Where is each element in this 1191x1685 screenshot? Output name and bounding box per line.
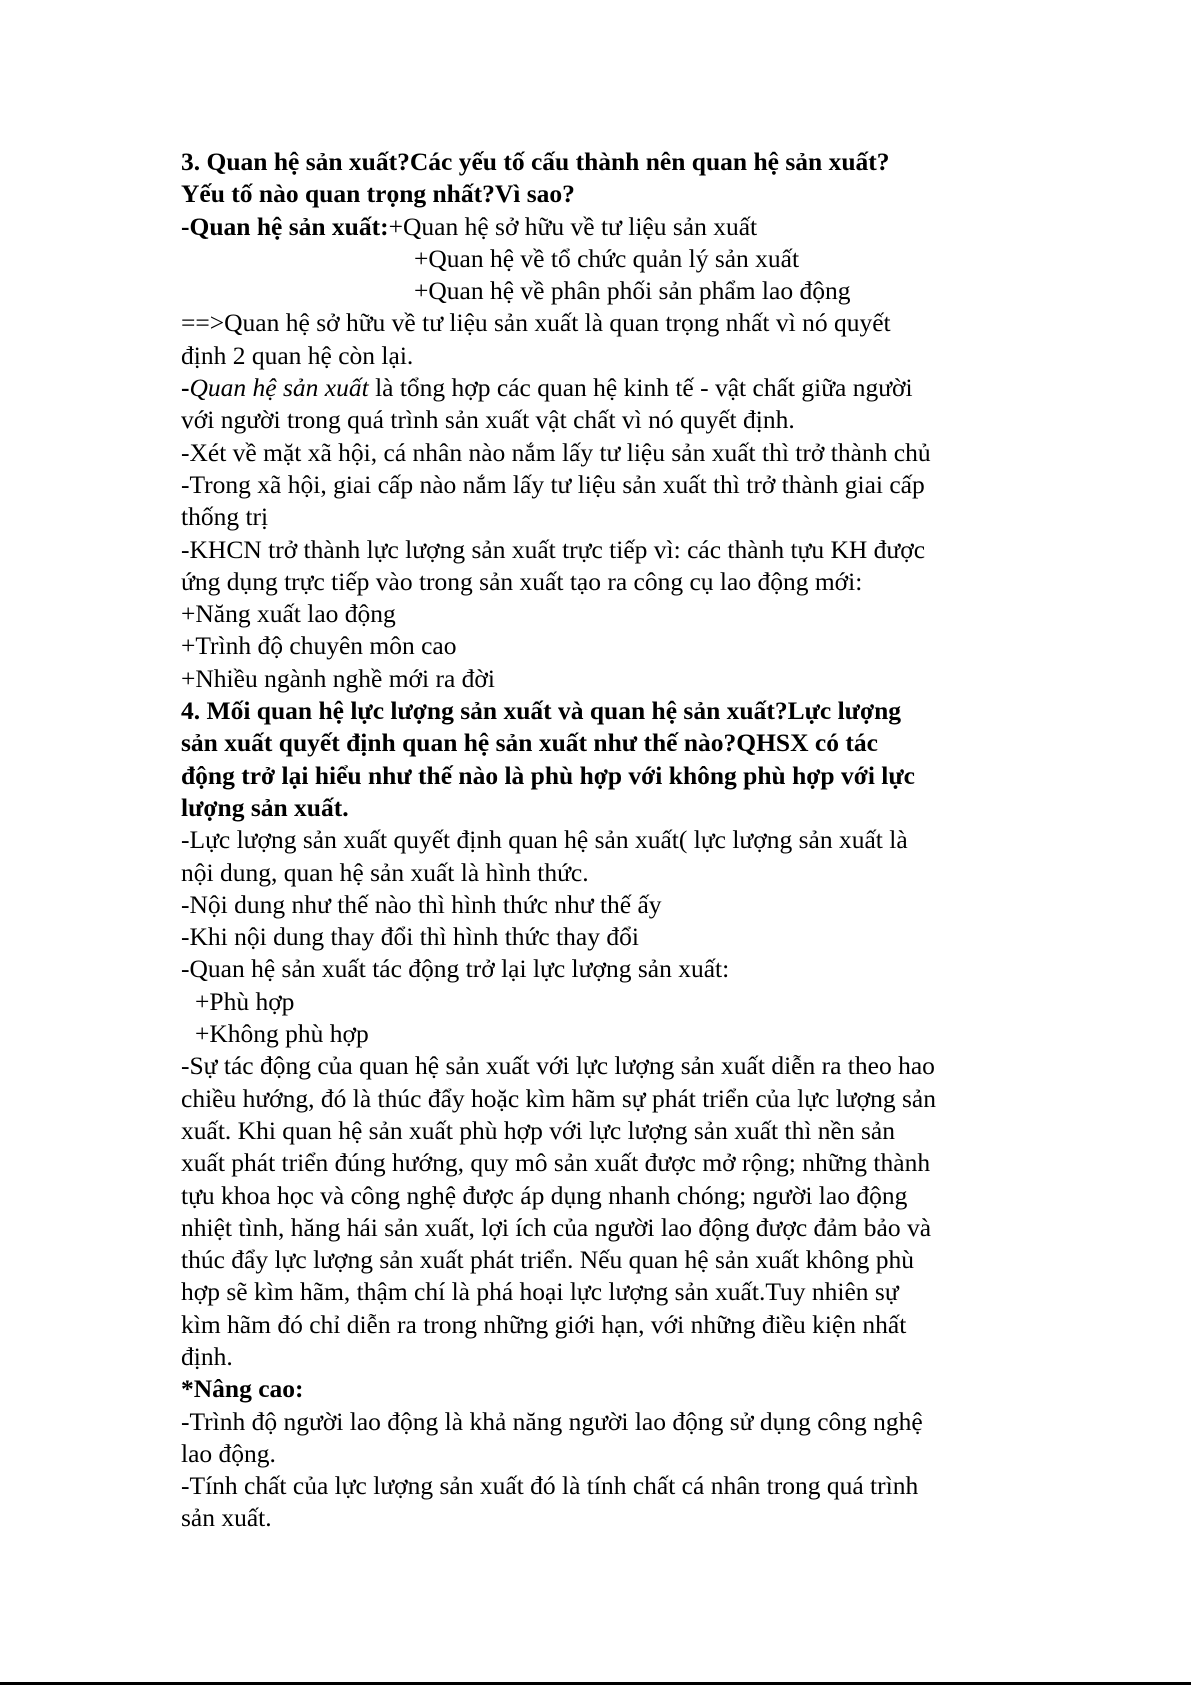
text-line bbox=[181, 1083, 1071, 1115]
body-text: -Xét về mặt xã hội, cá nhân nào nắm lấy tư liệu sản xuất thì trở thành chủ bbox=[181, 437, 931, 467]
body-text: +Quan hệ về tổ chức quản lý sản xuất bbox=[414, 243, 800, 273]
body-text: tựu khoa học và công nghệ được áp dụng nhanh chóng; người lao động bbox=[181, 1180, 908, 1210]
body-text: +Nhiều ngành nghề mới ra đời bbox=[181, 663, 495, 693]
text-line bbox=[181, 1502, 1071, 1534]
text-line bbox=[181, 986, 1071, 1018]
text-line bbox=[181, 921, 1071, 953]
text-line bbox=[181, 1438, 1071, 1470]
text-line bbox=[181, 243, 1071, 275]
text-line bbox=[181, 1341, 1071, 1373]
text-line bbox=[181, 146, 1071, 178]
body-text: kìm hãm đó chỉ diễn ra trong những giới hạn, với những điều kiện nhất bbox=[181, 1309, 907, 1339]
body-text: -KHCN trở thành lực lượng sản xuất trực tiếp vì: các thành tựu KH được bbox=[181, 534, 926, 564]
body-text: lao động. bbox=[181, 1438, 276, 1468]
bold-text: - bbox=[181, 373, 190, 403]
text-line bbox=[181, 792, 1071, 824]
body-text: chiều hướng, đó là thúc đẩy hoặc kìm hãm sự phát triển của lực lượng sản bbox=[181, 1083, 936, 1113]
body-text: +Trình độ chuyên môn cao bbox=[181, 631, 457, 661]
text-line bbox=[181, 211, 1071, 243]
text-line bbox=[181, 1406, 1071, 1438]
body-text: sản xuất. bbox=[181, 1503, 272, 1533]
text-line bbox=[181, 437, 1071, 469]
bold-text: Yếu tố nào quan trọng nhất?Vì sao? bbox=[181, 179, 575, 209]
bold-text: -Quan hệ sản xuất: bbox=[181, 211, 389, 241]
text-line bbox=[181, 1050, 1071, 1082]
body-text: nội dung, quan hệ sản xuất là hình thức. bbox=[181, 857, 589, 887]
text-line bbox=[181, 727, 1071, 759]
text-line bbox=[181, 1018, 1071, 1050]
text-line bbox=[181, 372, 1071, 404]
body-text: +Quan hệ sở hữu về tư liệu sản xuất bbox=[388, 211, 758, 241]
text-line bbox=[181, 663, 1071, 695]
text-line bbox=[181, 469, 1071, 501]
document-page bbox=[181, 146, 1071, 1535]
text-line bbox=[181, 404, 1071, 436]
text-line bbox=[181, 307, 1071, 339]
text-line bbox=[181, 1373, 1071, 1405]
text-line bbox=[181, 1309, 1071, 1341]
body-text: -Trong xã hội, giai cấp nào nắm lấy tư liệu sản xuất thì trở thành giai cấp bbox=[181, 469, 925, 499]
text-line bbox=[181, 1470, 1071, 1502]
body-text: định 2 quan hệ còn lại. bbox=[181, 340, 414, 370]
body-text: thúc đẩy lực lượng sản xuất phát triển. Nếu quan hệ sản xuất không phù bbox=[181, 1245, 915, 1275]
text-line bbox=[181, 760, 1071, 792]
bold-text: sản xuất quyết định quan hệ sản xuất như thế nào?QHSX có tác bbox=[181, 728, 878, 758]
bold-text: 3. Quan hệ sản xuất?Các yếu tố cấu thành nên quan hệ sản xuất? bbox=[181, 147, 890, 176]
body-text: -Quan hệ sản xuất tác động trở lại lực lượng sản xuất: bbox=[181, 954, 730, 984]
bold-text: *Nâng cao: bbox=[181, 1374, 304, 1404]
body-text: +Phù hợp bbox=[195, 986, 295, 1016]
text-line bbox=[181, 630, 1071, 662]
body-text: nhiệt tình, hăng hái sản xuất, lợi ích của người lao động được đảm bảo và bbox=[181, 1212, 932, 1242]
body-text: -Nội dung như thế nào thì hình thức như thế ấy bbox=[181, 889, 662, 919]
bold-text: 4. Mối quan hệ lực lượng sản xuất và quan hệ sản xuất?Lực lượng bbox=[181, 696, 902, 726]
body-text: -Sự tác động của quan hệ sản xuất với lực lượng sản xuất diễn ra theo hao bbox=[181, 1051, 935, 1081]
text-line bbox=[181, 340, 1071, 372]
text-line bbox=[181, 534, 1071, 566]
text-line bbox=[181, 1244, 1071, 1276]
text-line bbox=[181, 1180, 1071, 1212]
body-text: hợp sẽ kìm hãm, thậm chí là phá hoại lực lượng sản xuất.Tuy nhiên sự bbox=[181, 1277, 899, 1307]
body-text: định. bbox=[181, 1341, 233, 1371]
body-text: thống trị bbox=[181, 502, 269, 532]
text-line bbox=[181, 1115, 1071, 1147]
text-line bbox=[181, 953, 1071, 985]
text-line bbox=[181, 501, 1071, 533]
body-text: +Quan hệ về phân phối sản phẩm lao động bbox=[414, 276, 851, 306]
bold-text: động trở lại hiểu như thế nào là phù hợp với không phù hợp với lực bbox=[181, 760, 915, 790]
text-line bbox=[181, 695, 1071, 727]
body-text: ==>Quan hệ sở hữu về tư liệu sản xuất là quan trọng nhất vì nó quyết bbox=[181, 308, 891, 338]
body-text: ứng dụng trực tiếp vào trong sản xuất tạo ra công cụ lao động mới: bbox=[181, 566, 863, 596]
body-text: -Trình độ người lao động là khả năng người lao động sử dụng công nghệ bbox=[181, 1406, 923, 1436]
text-line bbox=[181, 275, 1071, 307]
text-line bbox=[181, 889, 1071, 921]
body-text: xuất. Khi quan hệ sản xuất phù hợp với lực lượng sản xuất thì nền sản bbox=[181, 1115, 895, 1145]
text-line bbox=[181, 824, 1071, 856]
body-text: +Không phù hợp bbox=[195, 1019, 369, 1049]
text-line bbox=[181, 1212, 1071, 1244]
body-text: -Tính chất của lực lượng sản xuất đó là tính chất cá nhân trong quá trình bbox=[181, 1471, 919, 1501]
text-line bbox=[181, 1276, 1071, 1308]
bold-text: lượng sản xuất. bbox=[181, 792, 349, 822]
body-text: -Khi nội dung thay đổi thì hình thức thay đổi bbox=[181, 922, 639, 952]
body-text: -Lực lượng sản xuất quyết định quan hệ sản xuất( lực lượng sản xuất là bbox=[181, 825, 908, 855]
body-text: xuất phát triển đúng hướng, quy mô sản xuất được mở rộng; những thành bbox=[181, 1148, 931, 1178]
text-line bbox=[181, 598, 1071, 630]
body-text: +Năng xuất lao động bbox=[181, 599, 396, 629]
text-line bbox=[181, 178, 1071, 210]
text-line bbox=[181, 857, 1071, 889]
body-text: là tổng hợp các quan hệ kinh tế - vật chất giữa người bbox=[368, 373, 913, 403]
body-text: với người trong quá trình sản xuất vật chất vì nó quyết định. bbox=[181, 405, 795, 435]
italic-text: Quan hệ sản xuất bbox=[189, 373, 369, 403]
text-line bbox=[181, 1147, 1071, 1179]
text-line bbox=[181, 566, 1071, 598]
